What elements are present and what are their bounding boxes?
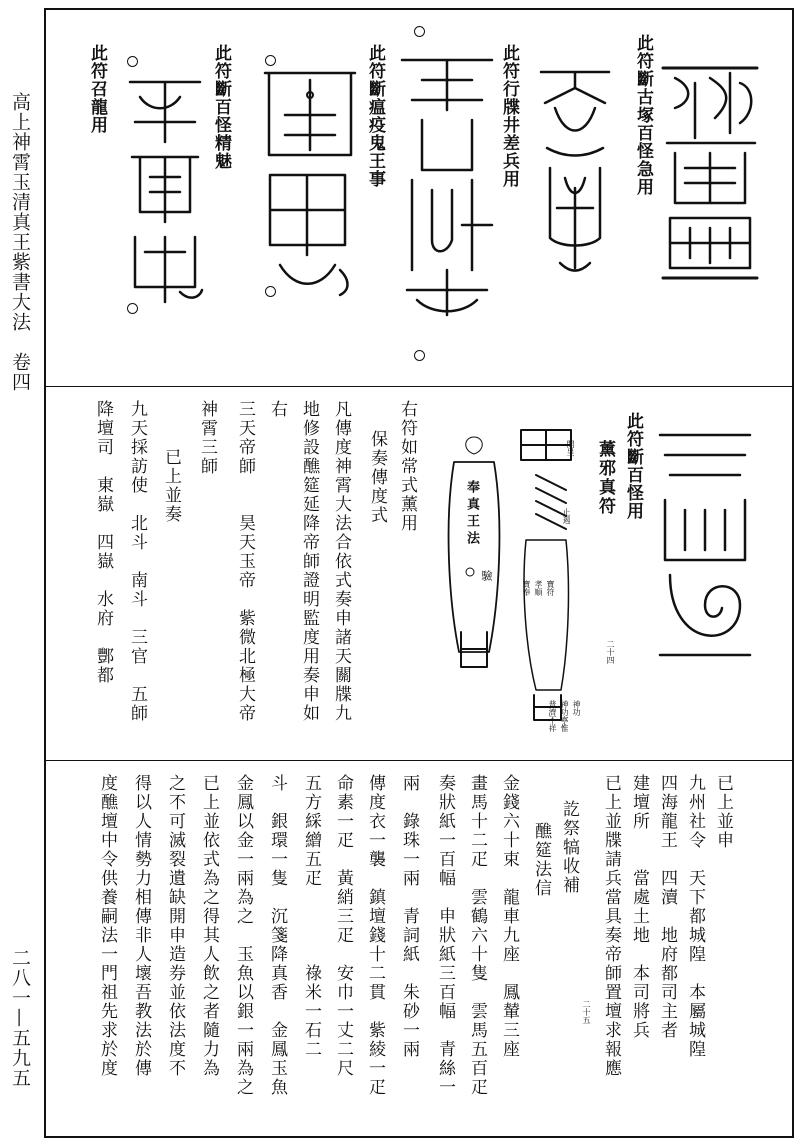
text-column: 右: [267, 400, 287, 419]
text-column: 已上並申: [713, 774, 733, 850]
seal-mark: 驗: [480, 570, 493, 581]
talisman-6-icon: [650, 410, 760, 670]
seal-text: 奉真王法: [464, 480, 479, 548]
text-column: 五方綵繒五疋 祿米一石二: [301, 774, 321, 1059]
section-divider-1: [44, 386, 794, 387]
text-column: 已上並依式為之得其人飲之者隨力為: [199, 774, 219, 1078]
text-column: 斗 銀環一隻 沉箋降真香 金鳳玉魚: [267, 774, 287, 1097]
seal-ring: [414, 26, 425, 37]
talisman-1-icon: [655, 28, 765, 298]
seal-icon: [434, 432, 514, 682]
talisman-caption-3: 此符斷瘟疫鬼王事: [365, 44, 385, 188]
page-mark-24: 二十四: [606, 640, 615, 664]
stamp-inner-text: 寶符: [546, 580, 555, 596]
stamp-talisman-icon: [506, 410, 586, 740]
seal-ring: [414, 350, 425, 361]
talisman-caption-4: 此符斷百怪精魅: [211, 44, 231, 170]
text-column: 金錢六十束 龍車九座 鳳輦三座: [499, 774, 519, 1059]
talisman-4-icon: [255, 55, 365, 305]
talisman-2-icon: [535, 48, 615, 288]
text-column: 神霄三師: [197, 400, 217, 476]
text-column: 四海龍王 四瀆 地府都司主者: [657, 774, 677, 1040]
text-column: 建壇所 當處土地 本司將兵: [629, 774, 649, 1040]
stamp-label: 神功: [572, 700, 581, 716]
page-number-margin: 二八一—五九五: [9, 948, 31, 1088]
page-mark-25: 二十五: [582, 1000, 591, 1024]
text-column: 九州社令 天下都城隍 本屬城隍: [685, 774, 705, 1059]
stamp-label: 開呈: [566, 440, 575, 456]
seal-top-label: 神功寧惟: [560, 700, 569, 732]
text-column: 命素一疋 黃綃三疋 安巾一丈二尺: [333, 774, 353, 1078]
book-title-margin: 高上神霄玉清真王紫書大法 卷四: [9, 92, 31, 392]
talisman-caption-2: 此符行牒井差兵用: [499, 44, 519, 188]
text-column: 得以人情勢力相傳非人壞吾教法於傳: [131, 774, 151, 1078]
talisman-caption-6: 此符斷百怪用: [623, 412, 643, 520]
text-column: 畫馬十二疋 雲鶴六十隻 雲馬五百疋: [467, 774, 487, 1097]
talisman-caption-1: 此符斷古塚百怪急用: [633, 34, 653, 196]
section-divider-2: [44, 760, 794, 761]
text-column: 醮筵法信: [531, 822, 551, 898]
text-column: 奏狀紙一百幅 申狀紙三百幅 青絲一: [435, 774, 455, 1097]
text-column: 降壇司 東嶽 四嶽 水府 酆都: [93, 400, 113, 685]
talisman-3-icon: [392, 40, 502, 330]
text-column: 凡傳度神霄大法合依式奏申諸天關牒九: [331, 400, 351, 723]
talisman-subcaption: 薰邪真符: [595, 440, 615, 516]
stamp-label: 止遏: [562, 508, 571, 524]
text-column: 訖祭犒收補: [559, 800, 579, 895]
text-column: 已上並奏: [161, 448, 181, 524]
text-column: 之不可滅裂遺缺開申造券並依法度不: [165, 774, 185, 1078]
stamp-inner-text: 寶奉: [522, 580, 531, 596]
text-column: 右符如常式薰用: [397, 400, 417, 533]
text-column: 三天帝師 昊天玉帝 紫微北極大帝: [235, 400, 255, 723]
talisman-5-icon: [120, 62, 210, 312]
text-column: 九天採訪使 北斗 南斗 三官 五師: [127, 400, 147, 723]
stamp-inner-text: 孝順: [534, 580, 543, 596]
text-column: 已上並牒請兵當具奏帝師置壇求報應: [601, 774, 621, 1078]
text-column: 傳度衣一襲 鎮壇錢十二貫 紫綾一疋: [365, 774, 385, 1097]
text-column: 兩 錄珠一兩 青詞紙 朱砂一兩: [399, 774, 419, 1059]
seal-top-label: 普濟不祥: [548, 700, 557, 732]
text-column: 保奏傳度式: [367, 430, 387, 525]
talisman-caption-5: 此符召龍用: [87, 44, 107, 134]
text-column: 金鳳以金一兩為之 玉魚以銀一兩為之: [233, 774, 253, 1097]
text-column: 度醮壇中令供養嗣法一門祖先求於度: [97, 774, 117, 1078]
text-column: 地修設醮筵延降帝師證明監度用奏申如: [299, 400, 319, 723]
